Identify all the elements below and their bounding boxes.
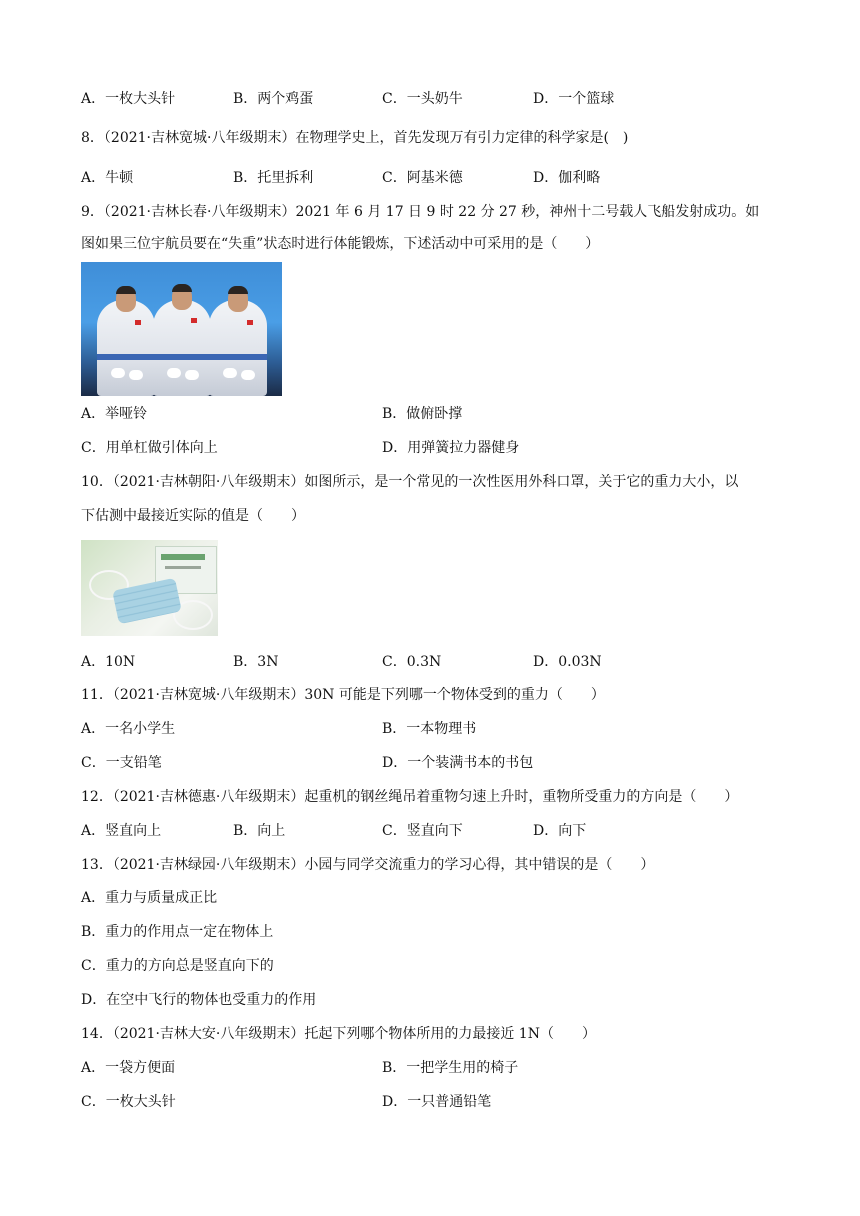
question-text: 在物理学史上，首先发现万有引力定律的科学家是( ) (295, 130, 629, 146)
question-source: （2021·吉林朝阳·八年级期末） (112, 474, 305, 490)
q12-option-a: A．竖直向上 (81, 823, 162, 839)
q11-option-a: A．一名小学生 (81, 721, 176, 737)
q14-option-b: B．一把学生用的椅子 (382, 1060, 519, 1076)
question-10-text-cont: 下估测中最接近实际的值是（ ） (81, 508, 305, 524)
question-text: 托起下列哪个物体所用的力最接近 1N（ ） (304, 1026, 596, 1042)
q11-option-b: B．一本物理书 (382, 721, 477, 737)
q14-option-a: A．一袋方便面 (81, 1060, 176, 1076)
q10-option-a: A．10N (81, 654, 136, 670)
question-text: 2021 年 6 月 17 日 9 时 22 分 27 秒，神州十二号载人飞船发射成功。如 (295, 204, 760, 220)
q7-option-c: C．一头奶牛 (382, 91, 463, 107)
astronauts-photo (81, 262, 282, 396)
q7-option-a: A．一枚大头针 (81, 91, 176, 107)
q13-option-c: C．重力的方向总是竖直向下的 (81, 958, 274, 974)
q9-option-b: B．做俯卧撑 (382, 406, 463, 422)
q9-option-d: D．用弹簧拉力器健身 (382, 440, 520, 456)
q8-option-b: B．托里拆利 (233, 170, 314, 186)
q8-option-a: A．牛顿 (81, 170, 134, 186)
q9-option-c: C．用单杠做引体向上 (81, 440, 218, 456)
q11-option-c: C．一支铅笔 (81, 755, 162, 771)
q12-option-d: D．向下 (533, 823, 587, 839)
q10-option-c: C．0.3N (382, 654, 442, 670)
question-source: （2021·吉林德惠·八年级期末） (112, 789, 305, 805)
q7-option-d: D．一个篮球 (533, 91, 615, 107)
surgical-mask-photo (81, 540, 218, 636)
question-13 (81, 855, 654, 875)
q13-option-d: D．在空中飞行的物体也受重力的作用 (81, 992, 317, 1008)
question-9 (81, 202, 759, 222)
question-14 (81, 1024, 596, 1044)
q13-option-a: A．重力与质量成正比 (81, 890, 218, 906)
question-11 (81, 685, 605, 705)
question-text: 如图所示，是一个常见的一次性医用外科口罩，关于它的重力大小，以 (304, 474, 739, 490)
question-number: 14． (81, 1026, 113, 1042)
question-number: 13． (81, 857, 113, 873)
q14-option-c: C．一枚大头针 (81, 1094, 176, 1110)
q7-option-b: B．两个鸡蛋 (233, 91, 314, 107)
astronaut-figure (153, 300, 211, 396)
astronaut-figure (209, 300, 267, 396)
question-10 (81, 472, 738, 492)
question-text: 小园与同学交流重力的学习心得，其中错误的是（ ） (304, 857, 655, 873)
q12-option-c: C．竖直向下 (382, 823, 463, 839)
q8-option-d: D．伽利略 (533, 170, 601, 186)
q10-option-b: B．3N (233, 654, 279, 670)
question-number: 11． (81, 687, 113, 703)
question-source: （2021·吉林宽城·八年级期末） (112, 687, 305, 703)
q10-option-d: D．0.03N (533, 654, 602, 670)
q13-option-b: B．重力的作用点一定在物体上 (81, 924, 274, 940)
question-source: （2021·吉林宽城·八年级期末） (103, 130, 296, 146)
question-source: （2021·吉林大安·八年级期末） (112, 1026, 305, 1042)
q14-option-d: D．一只普通铅笔 (382, 1094, 492, 1110)
question-number: 8． (81, 130, 104, 146)
astronaut-figure (97, 300, 155, 396)
q11-option-d: D．一个装满书本的书包 (382, 755, 534, 771)
question-number: 9． (81, 204, 104, 220)
q8-option-c: C．阿基米德 (382, 170, 463, 186)
question-8 (81, 128, 628, 148)
question-source: （2021·吉林绿园·八年级期末） (112, 857, 305, 873)
question-text: 30N 可能是下列哪一个物体受到的重力（ ） (304, 687, 605, 703)
question-source: （2021·吉林长春·八年级期末） (103, 204, 296, 220)
question-text: 起重机的钢丝绳吊着重物匀速上升时，重物所受重力的方向是（ ） (304, 789, 739, 805)
question-9-text-cont: 图如果三位宇航员要在“失重”状态时进行体能锻炼，下述活动中可采用的是（ ） (81, 236, 600, 252)
question-number: 10． (81, 474, 113, 490)
q9-option-a: A．举哑铃 (81, 406, 148, 422)
question-number: 12． (81, 789, 113, 805)
q12-option-b: B．向上 (233, 823, 286, 839)
question-12 (81, 787, 738, 807)
